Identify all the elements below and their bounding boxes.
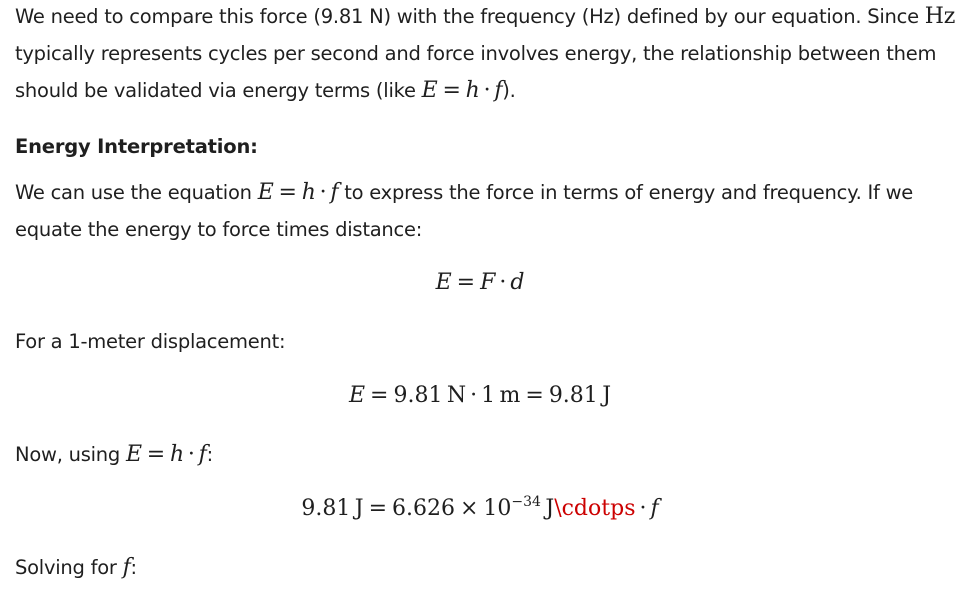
- math-unit-j: J: [602, 383, 612, 408]
- math-equals: =: [278, 180, 297, 205]
- display-equation-work: [15, 268, 945, 298]
- math-equals: =: [370, 383, 389, 408]
- math-var-f: f: [122, 555, 131, 580]
- math-var-h: h: [169, 442, 184, 467]
- section-heading: Energy Interpretation:: [15, 135, 258, 158]
- math-var-d: d: [510, 270, 525, 295]
- display-equation-energy-value: [15, 381, 945, 411]
- math-cdot: ·: [470, 383, 478, 408]
- math-equals: =: [146, 442, 165, 467]
- math-var-f-force: F: [480, 270, 496, 295]
- paragraph-displacement: [15, 323, 945, 361]
- math-unit-n: N: [446, 383, 467, 408]
- math-number: 9.81: [393, 383, 443, 408]
- math-unit-j: J: [545, 496, 555, 521]
- paragraph-compare-force-line3: [15, 72, 945, 110]
- paragraph-text: Solving for: [15, 556, 123, 579]
- math-unit-j: J: [354, 496, 364, 521]
- math-var-h: h: [465, 78, 480, 103]
- math-var-f: f: [330, 180, 339, 205]
- paragraph-text: :: [206, 443, 213, 466]
- math-cdot: ·: [499, 270, 507, 295]
- paragraph-text: ).: [502, 79, 516, 102]
- math-var-f: f: [494, 78, 503, 103]
- paragraph-compare-force-line2: [15, 35, 945, 73]
- paragraph-text: We need to compare this force (9.81 N) with the frequency (Hz) defined by our equation. Since: [15, 5, 925, 28]
- paragraph-energy-equation: [15, 174, 945, 212]
- display-equation-planck: [15, 494, 945, 524]
- paragraph-text: :: [130, 556, 137, 579]
- paragraph-text: We can use the equation: [15, 181, 258, 204]
- math-times: ×: [459, 496, 479, 521]
- math-cdot: ·: [187, 442, 195, 467]
- paragraph-solving-for: [15, 549, 945, 587]
- math-cdot: ·: [639, 496, 647, 521]
- paragraph-energy-equation-line2: [15, 211, 945, 249]
- math-var-h: h: [301, 180, 316, 205]
- math-number: 10: [483, 496, 512, 521]
- math-exponent: −34: [511, 494, 541, 510]
- math-hz: Hz: [924, 4, 956, 29]
- paragraph-text: to express the force in terms of energy and frequency. If we: [338, 181, 914, 204]
- paragraph-text: Now, using: [15, 443, 126, 466]
- math-equals: =: [442, 78, 461, 103]
- math-cdot: ·: [319, 180, 327, 205]
- math-equals: =: [368, 496, 387, 521]
- math-number: 9.81: [301, 496, 351, 521]
- math-number: 6.626: [392, 496, 455, 521]
- math-var-f: f: [650, 496, 659, 521]
- math-equals: =: [525, 383, 544, 408]
- math-render-error: \cdotps: [554, 496, 636, 521]
- math-cdot: ·: [483, 78, 491, 103]
- math-var-e: E: [125, 442, 142, 467]
- math-var-e: E: [257, 180, 274, 205]
- math-var-e: E: [348, 383, 366, 408]
- math-equals: =: [456, 270, 476, 295]
- paragraph-text: typically represents cycles per second and force involves energy, the relationship between them: [15, 42, 937, 65]
- paragraph-text: equate the energy to force times distance:: [15, 218, 423, 241]
- math-var-e: E: [421, 78, 438, 103]
- math-var-f: f: [198, 442, 207, 467]
- paragraph-text: For a 1-meter displacement:: [15, 330, 286, 353]
- paragraph-compare-force: [15, 0, 956, 36]
- paragraph-now-using: [15, 436, 945, 474]
- math-number: 1: [481, 383, 496, 408]
- math-unit-m: m: [499, 383, 521, 408]
- paragraph-text: should be validated via energy terms (like: [15, 79, 422, 102]
- math-var-e: E: [435, 270, 452, 295]
- math-number: 9.81: [548, 383, 598, 408]
